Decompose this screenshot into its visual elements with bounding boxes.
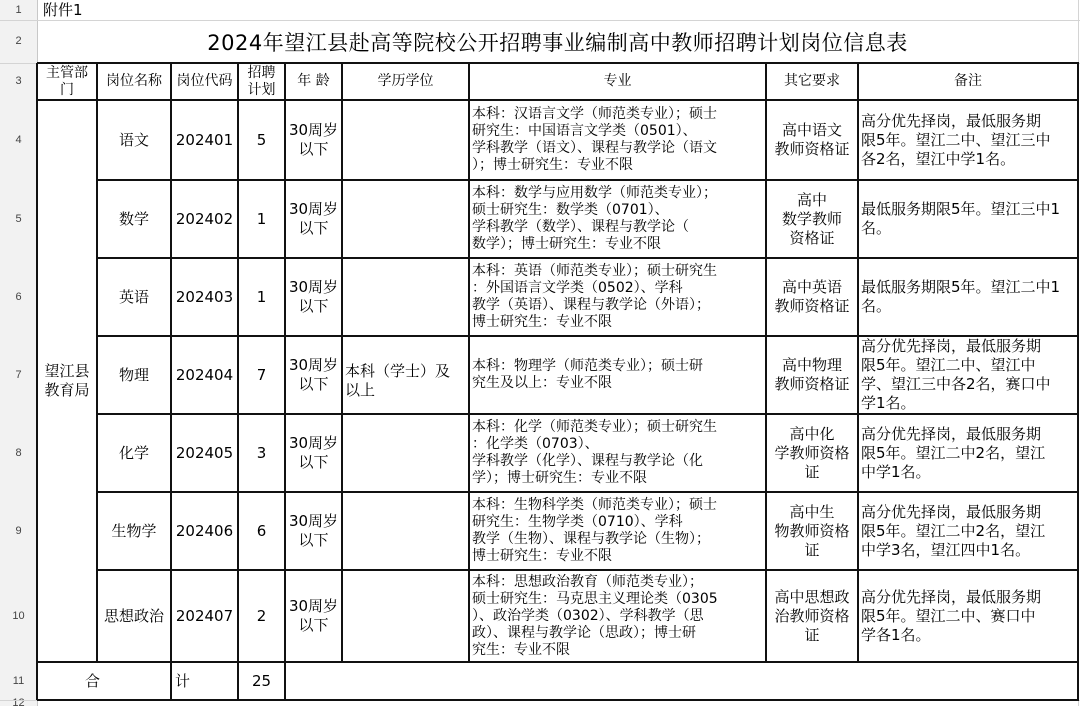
recruit-count-cell-text: 7 [256,365,267,384]
header-note-text: 备注 [954,73,982,89]
age-cell [285,100,342,180]
age-cell-text: 30周岁 以下 [288,356,339,393]
age-cell [285,414,342,492]
recruit-count-cell-text: 1 [256,287,267,306]
other-req-cell [766,414,858,492]
major-cell [469,258,766,336]
note-cell-text: 高分优先择岗，最低服务期 限5年。望江二中2名，望江 中学1名。 [861,424,1046,481]
position-name-cell [97,336,171,414]
age-cell [285,570,342,662]
row-number[interactable]: 8 [15,447,22,459]
row-number[interactable]: 9 [15,525,22,537]
education-cell [342,100,469,662]
education-cell-text: 本科（学士）及 以上 [345,362,451,399]
note-cell [858,258,1078,336]
position-code-cell [171,180,238,258]
position-name-cell-text: 数学 [118,209,149,228]
other-req-cell [766,570,858,662]
major-cell [469,180,766,258]
note-cell [858,414,1078,492]
total-label-cell [37,662,238,700]
total-label-cell-text: 合 计 [84,671,190,690]
position-code-cell-text: 202406 [175,521,234,540]
major-cell-text: 本科：生物科学类（师范类专业）；硕士 研究生：生物学类（0710）、学科 教学（生物）、课程与教学论（生物）； 博士研究生：专业不限 [472,497,717,564]
note-cell [858,100,1078,180]
other-req-cell-text: 高中语文 教师资格证 [774,121,850,158]
recruit-count-cell-text: 5 [256,130,267,149]
age-cell-text: 30周岁 以下 [288,434,339,471]
header-education-text: 学历学位 [377,73,434,89]
position-code-cell-text: 202404 [175,365,234,384]
header-code [171,63,238,100]
document-title-text: 2024年望江县赴高等院校公开招聘事业编制高中教师招聘计划岗位信息表 [207,30,908,55]
row-number[interactable]: 11 [12,675,25,687]
position-name-cell-text: 思想政治 [103,606,164,625]
position-code-cell-text: 202405 [175,443,234,462]
note-cell [858,492,1078,570]
recruit-count-cell [238,180,285,258]
total-value-cell [238,662,285,700]
note-cell-text: 高分优先择岗，最低服务期 限5年。望江二中、赛口中 学各1名。 [861,587,1042,644]
position-code-cell [171,100,238,180]
age-cell [285,258,342,336]
dept-name-cell [37,100,97,662]
position-name-cell-text: 化学 [118,443,149,462]
row-number[interactable]: 7 [15,369,22,381]
row-number[interactable]: 1 [15,4,22,16]
total-value-cell-text: 25 [251,671,272,690]
attachment-label [40,0,140,20]
recruit-count-cell [238,492,285,570]
major-cell [469,570,766,662]
age-cell [285,492,342,570]
header-other-text: 其它要求 [784,73,840,89]
position-code-cell [171,414,238,492]
position-name-cell-text: 生物学 [111,521,157,540]
recruit-count-cell [238,258,285,336]
dept-name-cell-text: 望江县 教育局 [44,362,90,399]
other-req-cell-text: 高中英语 教师资格证 [774,278,850,315]
header-dept-text: 主管部 门 [46,64,88,98]
age-cell-text: 30周岁 以下 [288,121,339,158]
age-cell-text: 30周岁 以下 [288,597,339,634]
other-req-cell [766,100,858,180]
age-cell [285,336,342,414]
note-cell-text: 最低服务期限5年。望江二中1 名。 [861,278,1061,315]
header-position [97,63,171,100]
header-code-text: 岗位代码 [176,73,233,89]
note-cell [858,336,1078,414]
recruit-count-cell [238,100,285,180]
other-req-cell-text: 高中生 物教师资格 证 [774,502,850,559]
position-name-cell [97,100,171,180]
position-code-cell-text: 202402 [175,209,234,228]
position-name-cell [97,180,171,258]
note-cell [858,180,1078,258]
position-name-cell-text: 语文 [118,130,149,149]
major-cell-text: 本科：思想政治教育（师范类专业）； 硕士研究生：马克思主义理论类（0305 ）、政治学类（0302）、学科教学（思 政）、课程与教学论（思政）；博士研 究生：专业不限 [472,573,718,658]
recruit-count-cell-text: 3 [256,443,267,462]
age-cell-text: 30周岁 以下 [288,200,339,237]
note-cell [858,570,1078,662]
position-name-cell [97,258,171,336]
row-number[interactable]: 4 [15,134,22,146]
position-code-cell-text: 202401 [175,130,234,149]
position-code-cell [171,258,238,336]
note-cell-text: 高分优先择岗，最低服务期 限5年。望江二中、望江中 学、望江三中各2名，赛口中 学1名。 [861,337,1051,412]
recruit-count-cell [238,570,285,662]
other-req-cell [766,336,858,414]
row-number[interactable]: 10 [12,610,25,622]
row-number[interactable]: 12 [12,697,25,709]
recruit-count-cell [238,336,285,414]
age-cell-text: 30周岁 以下 [288,278,339,315]
other-req-cell [766,492,858,570]
header-dept [37,63,97,100]
header-age-text: 年 龄 [297,73,330,89]
position-name-cell [97,414,171,492]
recruit-count-cell-text: 1 [256,209,267,228]
other-req-cell [766,258,858,336]
header-position-text: 岗位名称 [106,73,162,89]
other-req-cell-text: 高中化 学教师资格 证 [774,424,850,481]
major-cell-text: 本科：物理学（师范类专业）；硕士研 究生及以上：专业不限 [472,358,703,391]
note-cell-text: 高分优先择岗，最低服务期 限5年。望江二中2名，望江 中学3名，望江四中1名。 [861,502,1046,559]
major-cell [469,414,766,492]
position-code-cell-text: 202407 [175,606,234,625]
header-major [469,63,766,100]
age-cell [285,180,342,258]
attachment-label-text: 附件1 [43,0,83,19]
major-cell-text: 本科：英语（师范类专业）；硕士研究生 ：外国语言文学类（0502）、学科 教学（英语）、课程与教学论（外语）； 博士研究生：专业不限 [472,263,717,330]
header-other [766,63,858,100]
position-name-cell [97,492,171,570]
header-count [238,63,285,100]
position-code-cell [171,492,238,570]
other-req-cell-text: 高中思想政 治教师资格 证 [774,587,850,644]
major-cell [469,336,766,414]
row-number[interactable]: 2 [15,35,22,47]
header-major-text: 专业 [603,73,632,89]
position-code-cell [171,570,238,662]
row-number[interactable]: 5 [15,213,22,225]
document-title [37,20,1078,63]
recruit-count-cell-text: 2 [256,606,267,625]
position-name-cell [97,570,171,662]
note-cell-text: 高分优先择岗，最低服务期 限5年。望江二中、望江三中 各2名，望江中学1名。 [861,111,1051,168]
major-cell [469,492,766,570]
header-education [342,63,469,100]
other-req-cell-text: 高中 数学教师 资格证 [781,190,842,247]
header-count-text: 招聘 计划 [247,64,276,98]
other-req-cell [766,180,858,258]
position-name-cell-text: 英语 [118,287,149,306]
position-code-cell [171,336,238,414]
major-cell-text: 本科：汉语言文学（师范类专业）；硕士 研究生：中国语言文学类（0501）、 学科教学（语文）、课程与教学论（语文 ）；博士研究生：专业不限 [472,106,717,173]
row-number[interactable]: 6 [15,291,22,303]
note-cell-text: 最低服务期限5年。望江三中1 名。 [861,200,1061,237]
row-number[interactable]: 3 [15,75,22,87]
recruit-count-cell-text: 6 [256,521,267,540]
age-cell-text: 30周岁 以下 [288,512,339,549]
position-name-cell-text: 物理 [118,365,149,384]
recruit-count-cell [238,414,285,492]
major-cell-text: 本科：化学（师范类专业）；硕士研究生 ：化学类（0703）、 学科教学（化学）、课程与教学论（化 学）；博士研究生：专业不限 [472,419,717,486]
header-age [285,63,342,100]
major-cell [469,100,766,180]
major-cell-text: 本科：数学与应用数学（师范类专业）； 硕士研究生：数学类（0701）、 学科教学（数学）、课程与教学论（ 数学）；博士研究生：专业不限 [472,185,717,252]
header-note [858,63,1078,100]
other-req-cell-text: 高中物理 教师资格证 [774,356,850,393]
position-code-cell-text: 202403 [175,287,234,306]
